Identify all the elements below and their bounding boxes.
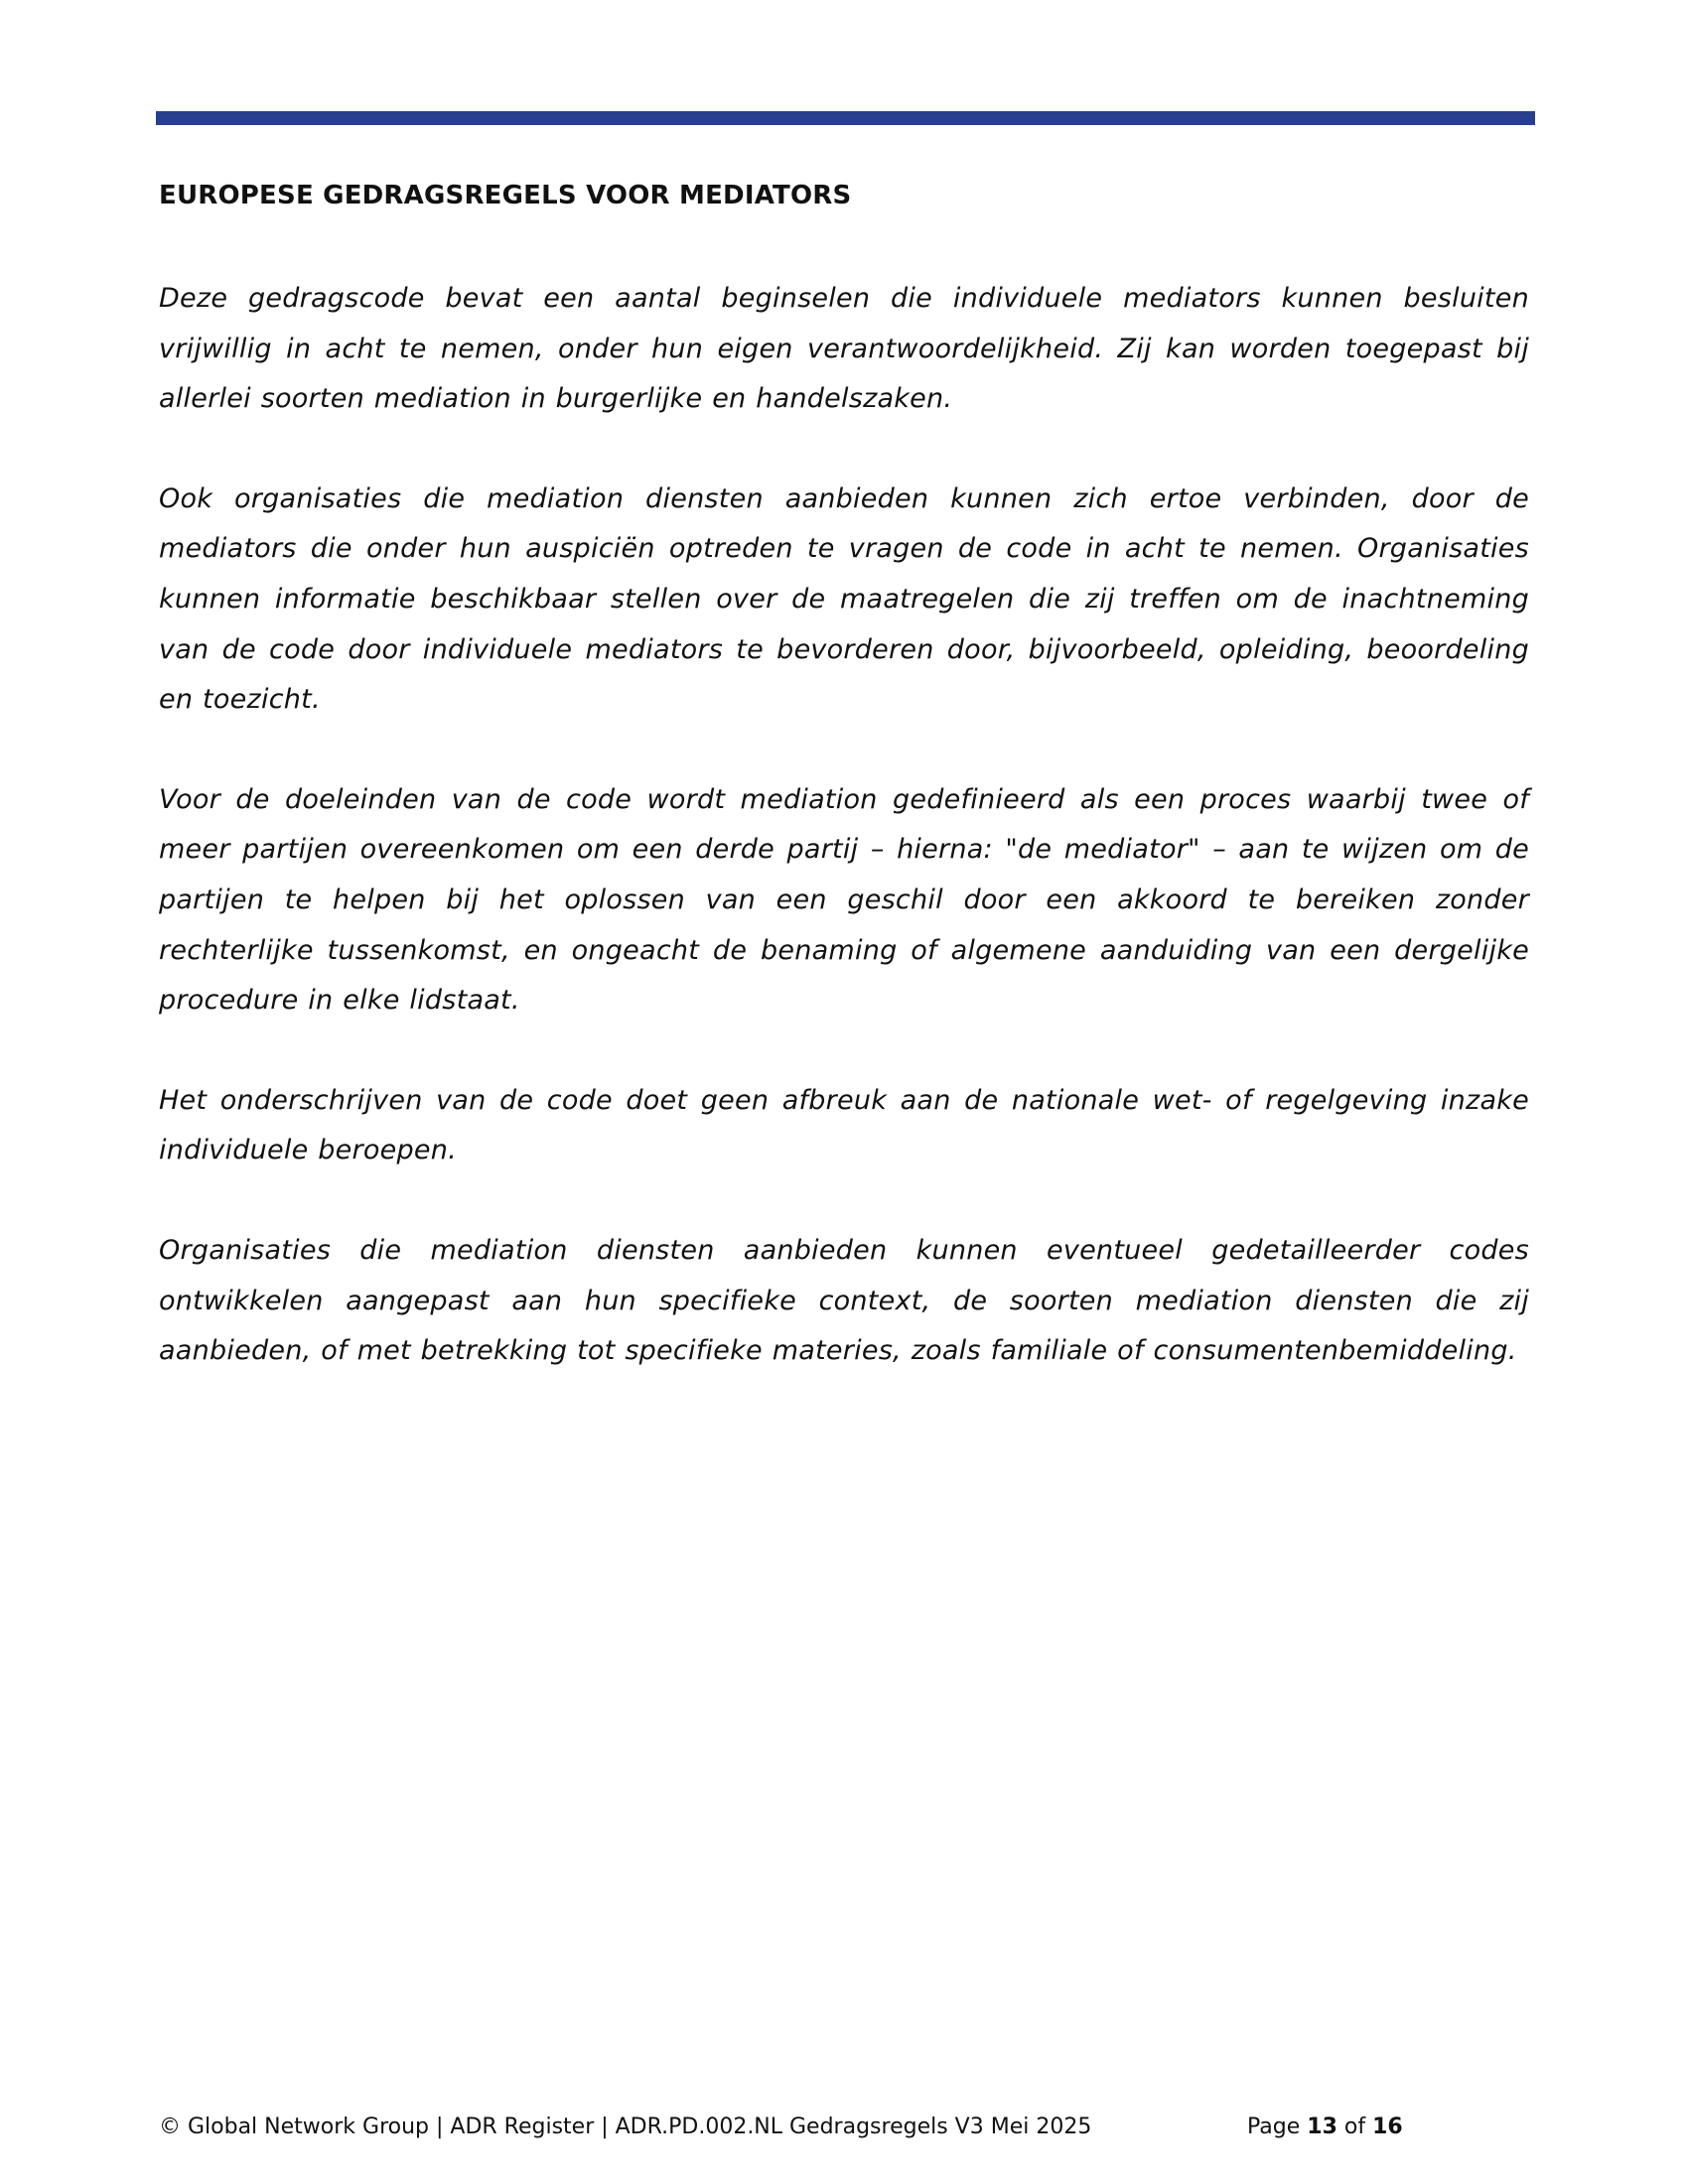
header-rule <box>156 111 1535 125</box>
page-current: 13 <box>1307 2115 1337 2139</box>
paragraph-4: Het onderschrijven van de code doet geen afbreuk aan de nationale wet- of regelgeving inzake individuele beroepen. <box>159 1084 1529 1166</box>
page-number <box>1247 2113 1403 2142</box>
paragraph-1: Deze gedragscode bevat een aantal beginselen die individuele mediators kunnen besluiten vrijwillig in acht te nemen, onder hun eigen verantwoordelijkheid. Zij kan worden toegepast bij allerlei soorten mediation in burgerlijke en handelszaken. <box>159 283 1529 415</box>
page-of: of <box>1343 2115 1366 2139</box>
page-footer <box>159 2113 1529 2142</box>
paragraph-5: Organisaties die mediation diensten aanbieden kunnen eventueel gedetailleerder codes ontwikkelen aangepast aan hun specifieke context, de soorten mediation diensten die zij aanbieden, of met betrekking tot specifieke materies, zoals familiale of consumentenbemiddeling. <box>159 1234 1529 1367</box>
page-total: 16 <box>1372 2115 1403 2139</box>
page-title: EUROPESE GEDRAGSREGELS VOOR MEDIATORS <box>159 181 852 210</box>
page-label: Page <box>1247 2115 1301 2139</box>
paragraph-2: Ook organisaties die mediation diensten aanbieden kunnen zich ertoe verbinden, door de mediators die onder hun auspiciën optreden te vragen de code in acht te nemen. Organisaties kunnen informatie beschikbaar stellen over de maatregelen die zij treffen om de inachtneming van de code door individuele mediators te bevorderen door, bijvoorbeeld, opleiding, beoordeling en toezicht. <box>159 482 1529 716</box>
document-body <box>159 274 1529 1427</box>
paragraph-3: Voor de doeleinden van de code wordt mediation gedefinieerd als een proces waarbij twee of meer partijen overeenkomen om een derde partij – hierna: "de mediator" – aan te wijzen om de partijen te helpen bij het oplossen van een geschil door een akkoord te bereiken zonder rechterlijke tussenkomst, en ongeacht de benaming of algemene aanduiding van een dergelijke procedure in elke lidstaat. <box>159 783 1529 1017</box>
footer-copyright: © Global Network Group | ADR Register | ADR.PD.002.NL Gedragsregels V3 Mei 2025 <box>159 2115 1092 2139</box>
